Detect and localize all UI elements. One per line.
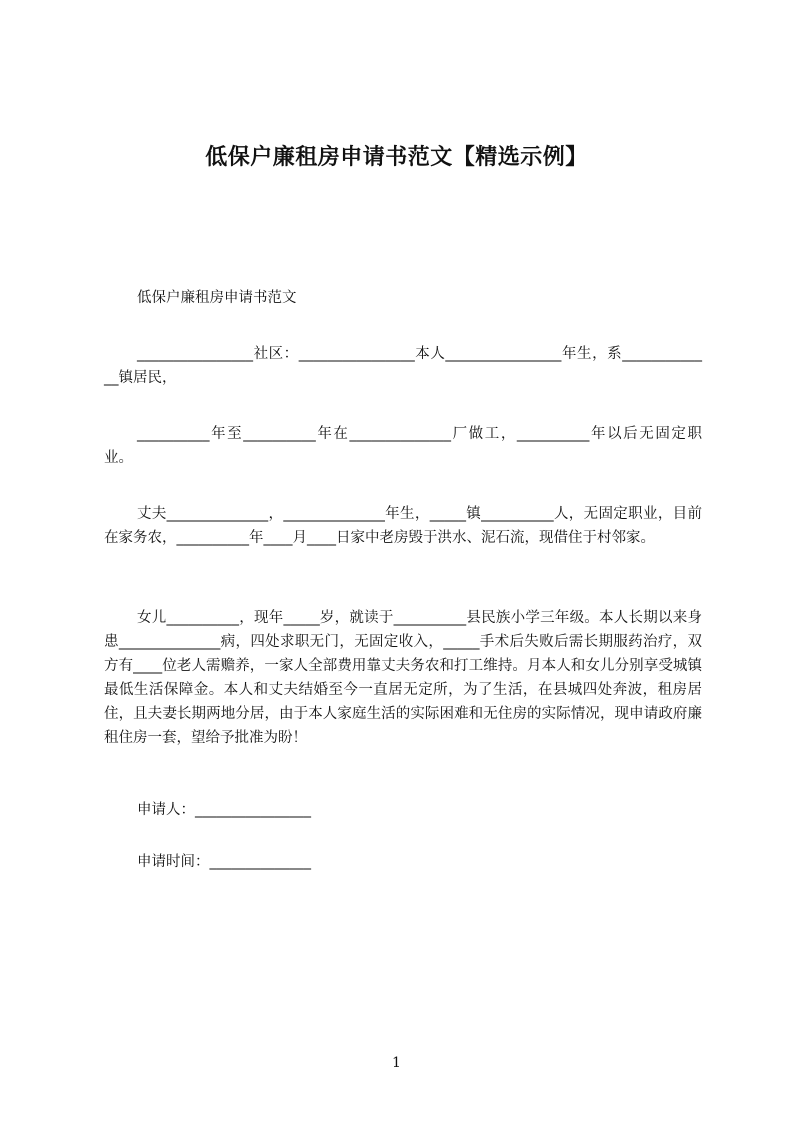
paragraph-community-info: ________________社区：________________本人________________年生，系_____________镇居民， xyxy=(104,346,702,386)
application-date-line: 申请时间：______________ xyxy=(137,854,311,870)
paragraph-husband-info: 丈夫______________，______________年生，_____镇__________人，无固定职业，目前在家务农，__________年____月____日家中老房毁于洪水、泥石流，现借住于村邻家。 xyxy=(104,506,702,546)
page-number: 1 xyxy=(392,1055,401,1071)
section-heading: 低保户廉租房申请书范文 xyxy=(137,290,297,306)
document-title: 低保户廉租房申请书范文【精选示例】 xyxy=(205,145,588,170)
applicant-signature-line: 申请人：________________ xyxy=(137,802,311,818)
paragraph-family-situation: 女儿__________，现年_____岁，就读于__________县民族小学三年级。本人长期以来身患______________病，四处求职无门，无固定收入，_____手术后失败后需长期服药治疗，双方有____位老人需赡养，一家人全部费用靠丈夫务农和打工维持。月本人和女儿分别享受城镇最低生活保障金。本人和丈夫结婚至今一直居无定所，为了生活，在县城四处奔波，租房居住，且夫妻长期两地分居，由于本人家庭生活的实际困难和无住房的实际情况，现申请政府廉租住房一套，望给予批准为盼！ xyxy=(104,610,702,746)
paragraph-work-history: __________年至__________年在______________厂做工，__________年以后无固定职业。 xyxy=(104,426,702,466)
